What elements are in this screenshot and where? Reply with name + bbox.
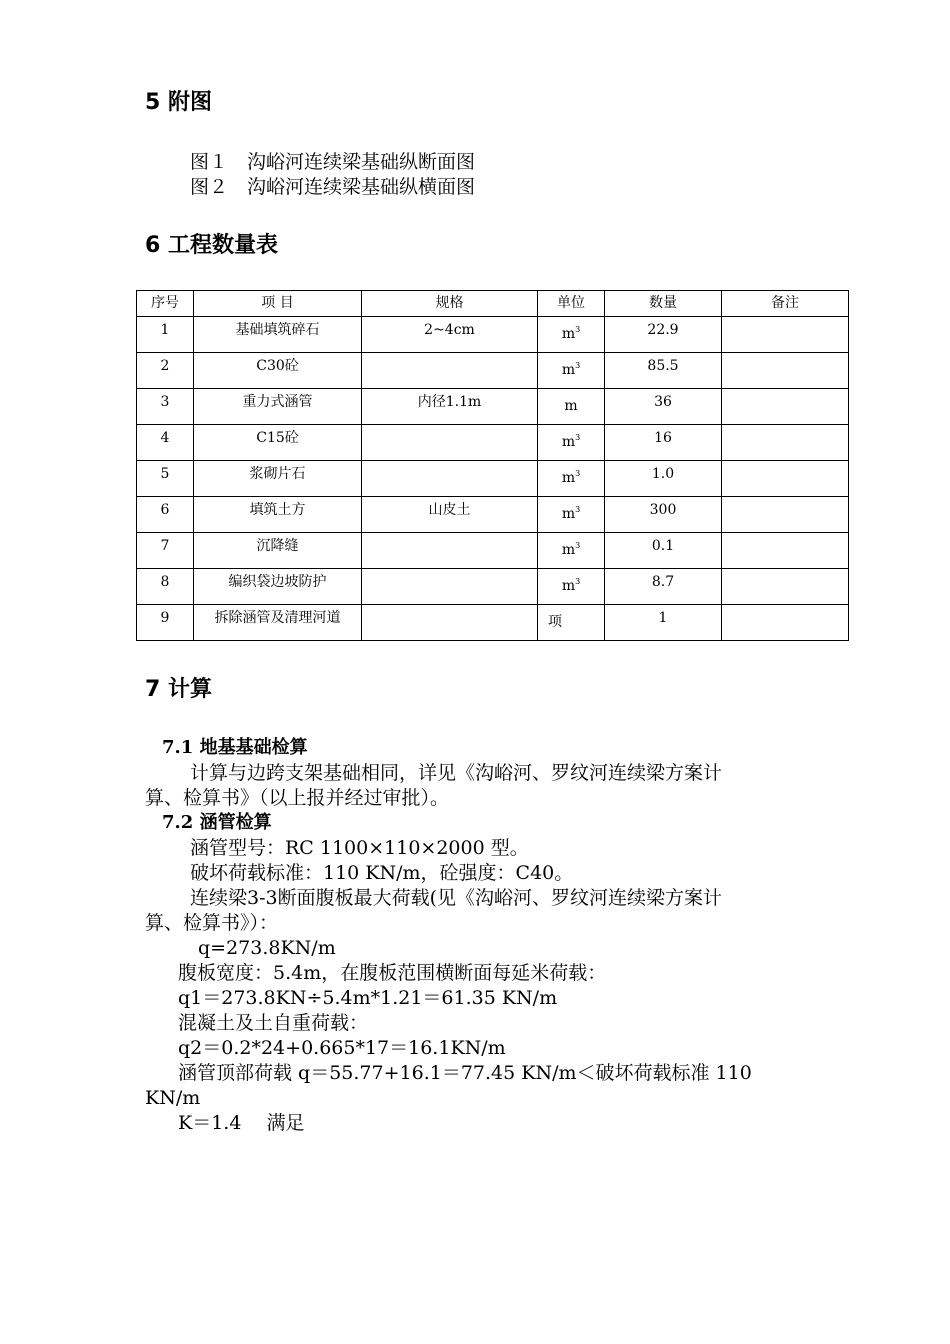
table-row [137, 533, 849, 569]
cell-spec [362, 425, 538, 461]
cell-unit [538, 605, 605, 641]
cell-no: 2 [137, 353, 194, 389]
unit-superscript: 3 [575, 361, 581, 370]
cell-spec [362, 461, 538, 497]
header-no: 序号 [137, 291, 194, 317]
cell-note [722, 389, 849, 425]
cell-qty: 300 [605, 497, 722, 533]
table-row [137, 389, 849, 425]
cell-item: C30砼 [194, 353, 362, 389]
unit-text: m [561, 470, 576, 486]
cell-qty: 16 [605, 425, 722, 461]
paragraph-line: 腹板宽度：5.4m，在腹板范围横断面每延米荷载： [178, 962, 607, 984]
table-row [137, 425, 849, 461]
unit-superscript: 3 [575, 577, 581, 586]
cell-no: 4 [137, 425, 194, 461]
cell-qty: 1.0 [605, 461, 722, 497]
cell-spec: 内径1.1m [362, 389, 538, 425]
cell-qty: 22.9 [605, 317, 722, 353]
paragraph-line: 涵管型号：RC 1100×110×2000 型。 [190, 837, 529, 859]
cell-qty: 1 [605, 605, 722, 641]
paragraph-line: 破坏荷载标准：110 KN/m，砼强度：C40。 [190, 862, 574, 884]
cell-item [194, 605, 362, 641]
cell-item: 沉降缝 [194, 533, 362, 569]
unit-text: m [561, 326, 576, 342]
section-7-title: 7 计算 [145, 677, 212, 702]
cell-unit [538, 317, 605, 353]
subsection-7-2-title: 7.2 涵管检算 [162, 812, 272, 833]
unit-text: m [561, 362, 576, 378]
paragraph-line: q=273.8KN/m [198, 937, 336, 959]
cell-spec [362, 605, 538, 641]
cell-no: 9 [137, 605, 194, 641]
unit-superscript: 3 [575, 325, 581, 334]
paragraph-line: K＝1.4 满足 [178, 1112, 305, 1134]
unit-text: m [564, 398, 578, 414]
cell-note [722, 461, 849, 497]
paragraph-line: 连续梁3-3断面腹板最大荷载(见《沟峪河、罗纹河连续梁方案计 [190, 887, 723, 909]
cell-unit [538, 389, 605, 425]
section-6-title: 6 工程数量表 [145, 233, 278, 258]
section-5-title: 5 附图 [145, 90, 212, 115]
table-row [137, 353, 849, 389]
cell-no: 1 [137, 317, 194, 353]
table-row [137, 569, 849, 605]
cell-spec [362, 353, 538, 389]
header-spec: 规格 [362, 291, 538, 317]
paragraph-line: KN/m [145, 1087, 201, 1109]
cell-spec: 2~4cm [362, 317, 538, 353]
unit-text: 项 [548, 614, 562, 630]
cell-spec: 山皮土 [362, 497, 538, 533]
header-note: 备注 [722, 291, 849, 317]
unit-superscript: 3 [575, 505, 581, 514]
cell-item: 重力式涵管 [194, 389, 362, 425]
table-row [137, 461, 849, 497]
cell-no: 8 [137, 569, 194, 605]
paragraph-line: 算、检算书》（以上报并经过审批）。 [145, 787, 450, 809]
header-qty: 数量 [605, 291, 722, 317]
unit-superscript: 3 [575, 469, 581, 478]
cell-no: 5 [137, 461, 194, 497]
item-text: 拆除涵管及清理河道 [214, 610, 341, 626]
unit-text: m [561, 434, 576, 450]
cell-item: 浆砌片石 [194, 461, 362, 497]
unit-text: m [561, 578, 576, 594]
cell-unit [538, 425, 605, 461]
cell-item: 填筑土方 [194, 497, 362, 533]
cell-unit [538, 461, 605, 497]
paragraph-line: 算、检算书》）： [145, 912, 279, 934]
cell-note [722, 569, 849, 605]
unit-text: m [561, 506, 576, 522]
cell-note [722, 605, 849, 641]
table-row [137, 317, 849, 353]
unit-superscript: 3 [575, 433, 581, 442]
cell-spec [362, 533, 538, 569]
cell-note [722, 533, 849, 569]
cell-item: 基础填筑碎石 [194, 317, 362, 353]
cell-qty: 8.7 [605, 569, 722, 605]
paragraph-line: 混凝土及土自重荷载： [178, 1012, 369, 1034]
header-item: 项 目 [194, 291, 362, 317]
cell-item: C15砼 [194, 425, 362, 461]
header-unit: 单位 [538, 291, 605, 317]
cell-unit [538, 569, 605, 605]
cell-unit [538, 497, 605, 533]
subsection-7-1-title: 7.1 地基基础检算 [162, 737, 308, 758]
unit-text: m [561, 542, 576, 558]
table-header-row [137, 291, 849, 317]
figure-1-caption: 图１ 沟峪河连续梁基础纵断面图 [190, 151, 476, 173]
cell-qty: 36 [605, 389, 722, 425]
cell-no: 3 [137, 389, 194, 425]
quantity-table [136, 290, 849, 641]
paragraph-line: q2＝0.2*24+0.665*17＝16.1KN/m [178, 1037, 506, 1059]
cell-note [722, 425, 849, 461]
cell-qty: 85.5 [605, 353, 722, 389]
cell-no: 7 [137, 533, 194, 569]
cell-no: 6 [137, 497, 194, 533]
cell-unit [538, 533, 605, 569]
cell-note [722, 317, 849, 353]
cell-unit [538, 353, 605, 389]
table-row [137, 605, 849, 641]
cell-item: 编织袋边坡防护 [194, 569, 362, 605]
paragraph-line: 计算与边跨支架基础相同，详见《沟峪河、罗纹河连续梁方案计 [190, 762, 723, 784]
cell-note [722, 497, 849, 533]
cell-note [722, 353, 849, 389]
paragraph-line: q1＝273.8KN÷5.4m*1.21＝61.35 KN/m [178, 987, 558, 1009]
cell-qty: 0.1 [605, 533, 722, 569]
figure-2-caption: 图２ 沟峪河连续梁基础纵横面图 [190, 176, 476, 198]
table-row [137, 497, 849, 533]
cell-spec [362, 569, 538, 605]
paragraph-line: 涵管顶部荷载 q＝55.77+16.1＝77.45 KN/m＜破坏荷载标准 110 [178, 1062, 752, 1084]
unit-superscript: 3 [575, 541, 581, 550]
